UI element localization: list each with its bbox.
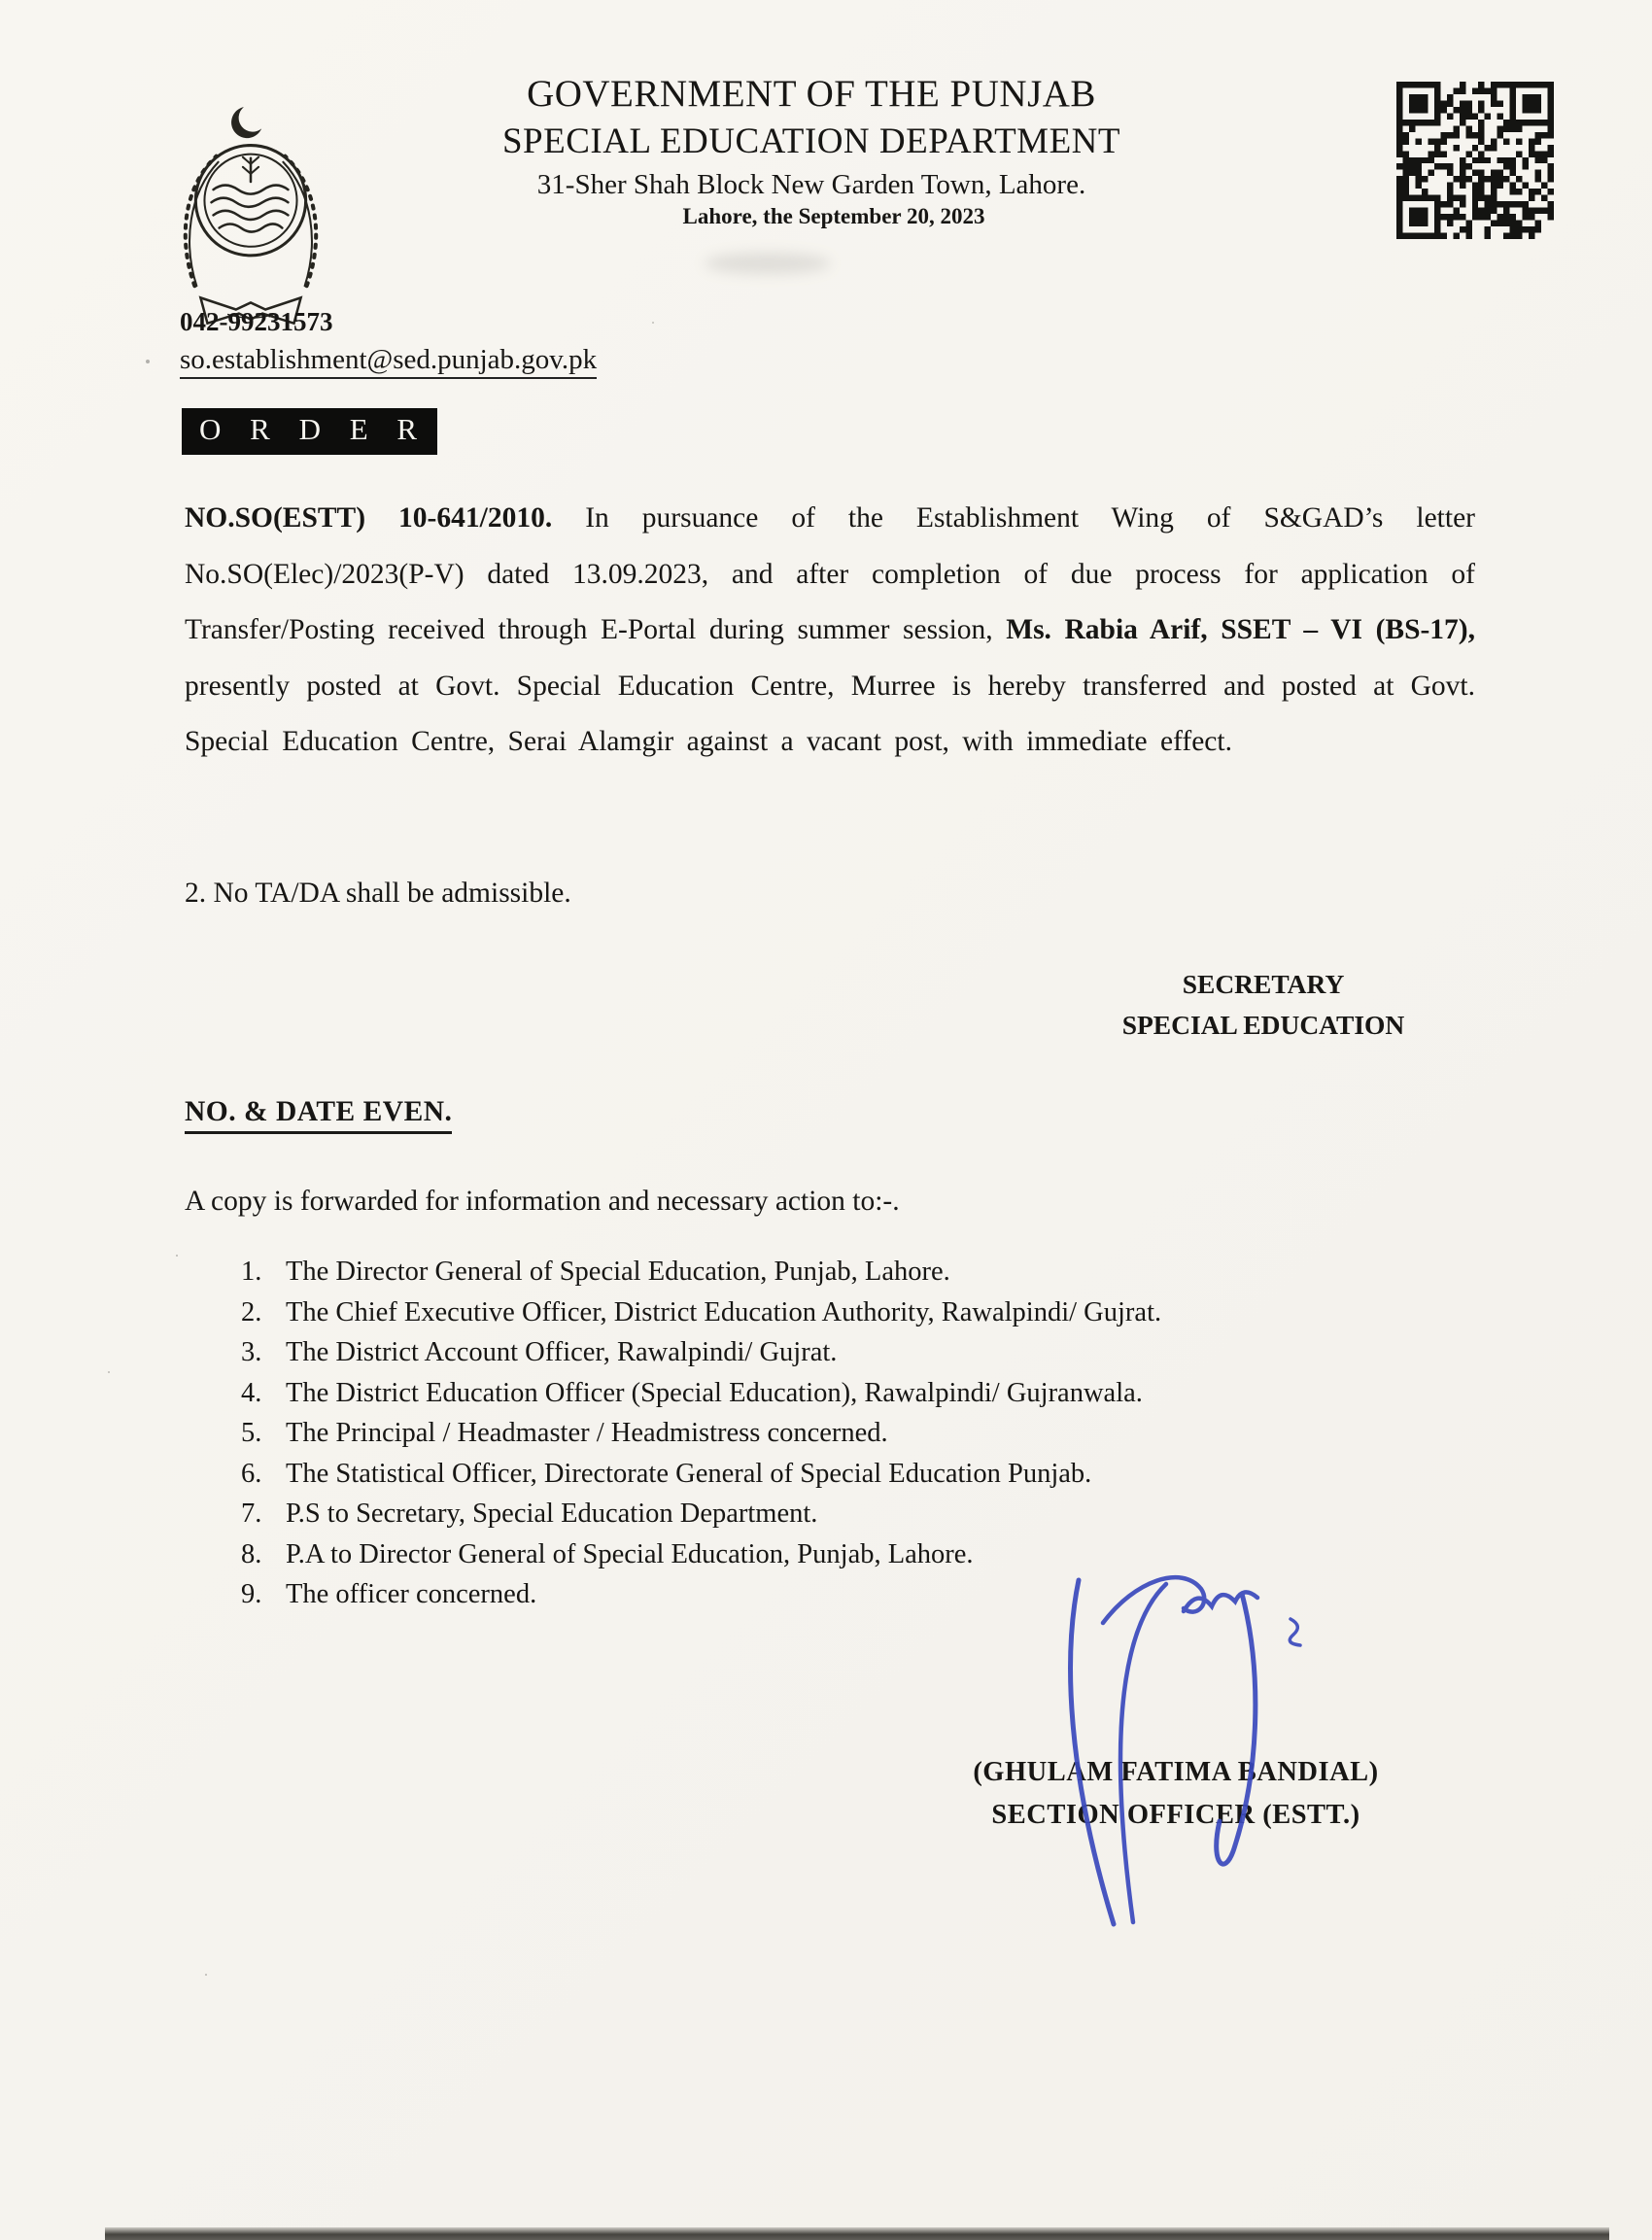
letterhead (321, 72, 1302, 229)
order-text-part1: In pursuance of the Establishment Wing of S&GAD’s letter No.SO(Elec)/2023(P-V) dated 13.09.2023, and after completion of due process for application of Transfer/Posting received through E-Portal during summer session, (185, 502, 1475, 645)
order-text-part2: presently posted at Govt. Special Education Centre, Murree is hereby transferred and posted at Govt. Special Education Centre, Serai Alamgir against a vacant post, with immediate effect. (185, 670, 1475, 757)
list-item-number: 6. (241, 1458, 262, 1489)
list-item-text: The Chief Executive Officer, District Education Authority, Rawalpindi/ Gujrat. (286, 1296, 1162, 1327)
clause-no-tada: 2. No TA/DA shall be admissible. (185, 878, 571, 909)
order-body-paragraph (185, 491, 1475, 771)
list-item (241, 1292, 1161, 1333)
order-heading: O R D E R (182, 408, 437, 455)
qr-code-grid (1396, 82, 1554, 239)
list-item (241, 1252, 1161, 1292)
list-item-text: The District Account Officer, Rawalpindi/ Gujrat. (286, 1337, 838, 1367)
list-item-number: 4. (241, 1377, 262, 1408)
list-item (241, 1413, 1161, 1454)
contact-block (180, 307, 597, 379)
phone-number: 042-99231573 (180, 307, 333, 336)
punjab-crest-logo (167, 99, 334, 334)
list-item (241, 1454, 1161, 1495)
list-item-number: 1. (241, 1257, 262, 1287)
list-item-number: 8. (241, 1538, 262, 1569)
letterhead-title-government: GOVERNMENT OF THE PUNJAB (527, 73, 1096, 115)
signatory-title: SECRETARY (1182, 969, 1345, 999)
qr-code (1392, 82, 1559, 239)
list-item-text: The Statistical Officer, Directorate General of Special Education Punjab. (286, 1458, 1092, 1489)
list-item-text: P.A to Director General of Special Education, Punjab, Lahore. (286, 1538, 974, 1569)
letterhead-dateline: Lahore, the September 20, 2023 (682, 204, 985, 228)
list-item-number: 5. (241, 1418, 262, 1448)
handwritten-signature-icon (1011, 1563, 1322, 1947)
signatory-department: SPECIAL EDUCATION (1121, 1010, 1405, 1040)
list-item-number: 2. (241, 1296, 262, 1327)
endorsement-intro: A copy is forwarded for information and necessary action to:-. (185, 1186, 900, 1217)
email-address: so.establishment@sed.punjab.gov.pk (180, 344, 597, 379)
list-item (241, 1332, 1161, 1373)
list-item-text: The officer concerned. (286, 1579, 537, 1609)
signatory-block (1020, 964, 1506, 1046)
list-item-text: The Director General of Special Education, Punjab, Lahore. (286, 1257, 950, 1287)
order-reference-number: NO.SO(ESTT) 10-641/2010. (185, 502, 553, 534)
officer-name-designation: Ms. Rabia Arif, SSET – VI (BS-17), (1006, 614, 1475, 645)
signature-designation: SECTION OFFICER (ESTT.) (991, 1800, 1360, 1830)
list-item-text: The District Education Officer (Special Education), Rawalpindi/ Gujranwala. (286, 1377, 1143, 1408)
list-item-number: 3. (241, 1337, 262, 1367)
signature-name: (GHULAM FATIMA BANDIAL) (973, 1757, 1379, 1787)
punjab-crest-icon (167, 99, 334, 335)
scan-edge-artifact (105, 2227, 1609, 2240)
list-item-text: The Principal / Headmaster / Headmistress concerned. (286, 1418, 888, 1448)
scan-speck (146, 360, 150, 363)
distribution-list (241, 1252, 1161, 1615)
letterhead-title-department: SPECIAL EDUCATION DEPARTMENT (501, 121, 1120, 161)
list-item-number: 7. (241, 1499, 262, 1529)
list-item (241, 1494, 1161, 1534)
list-item-text: P.S to Secretary, Special Education Department. (286, 1499, 818, 1529)
list-item-number: 9. (241, 1579, 262, 1609)
scan-smudge (705, 253, 831, 274)
endorsement-heading: NO. & DATE EVEN. (185, 1096, 452, 1134)
letterhead-address: 31-Sher Shah Block New Garden Town, Lahore. (536, 169, 1086, 200)
list-item (241, 1373, 1161, 1414)
